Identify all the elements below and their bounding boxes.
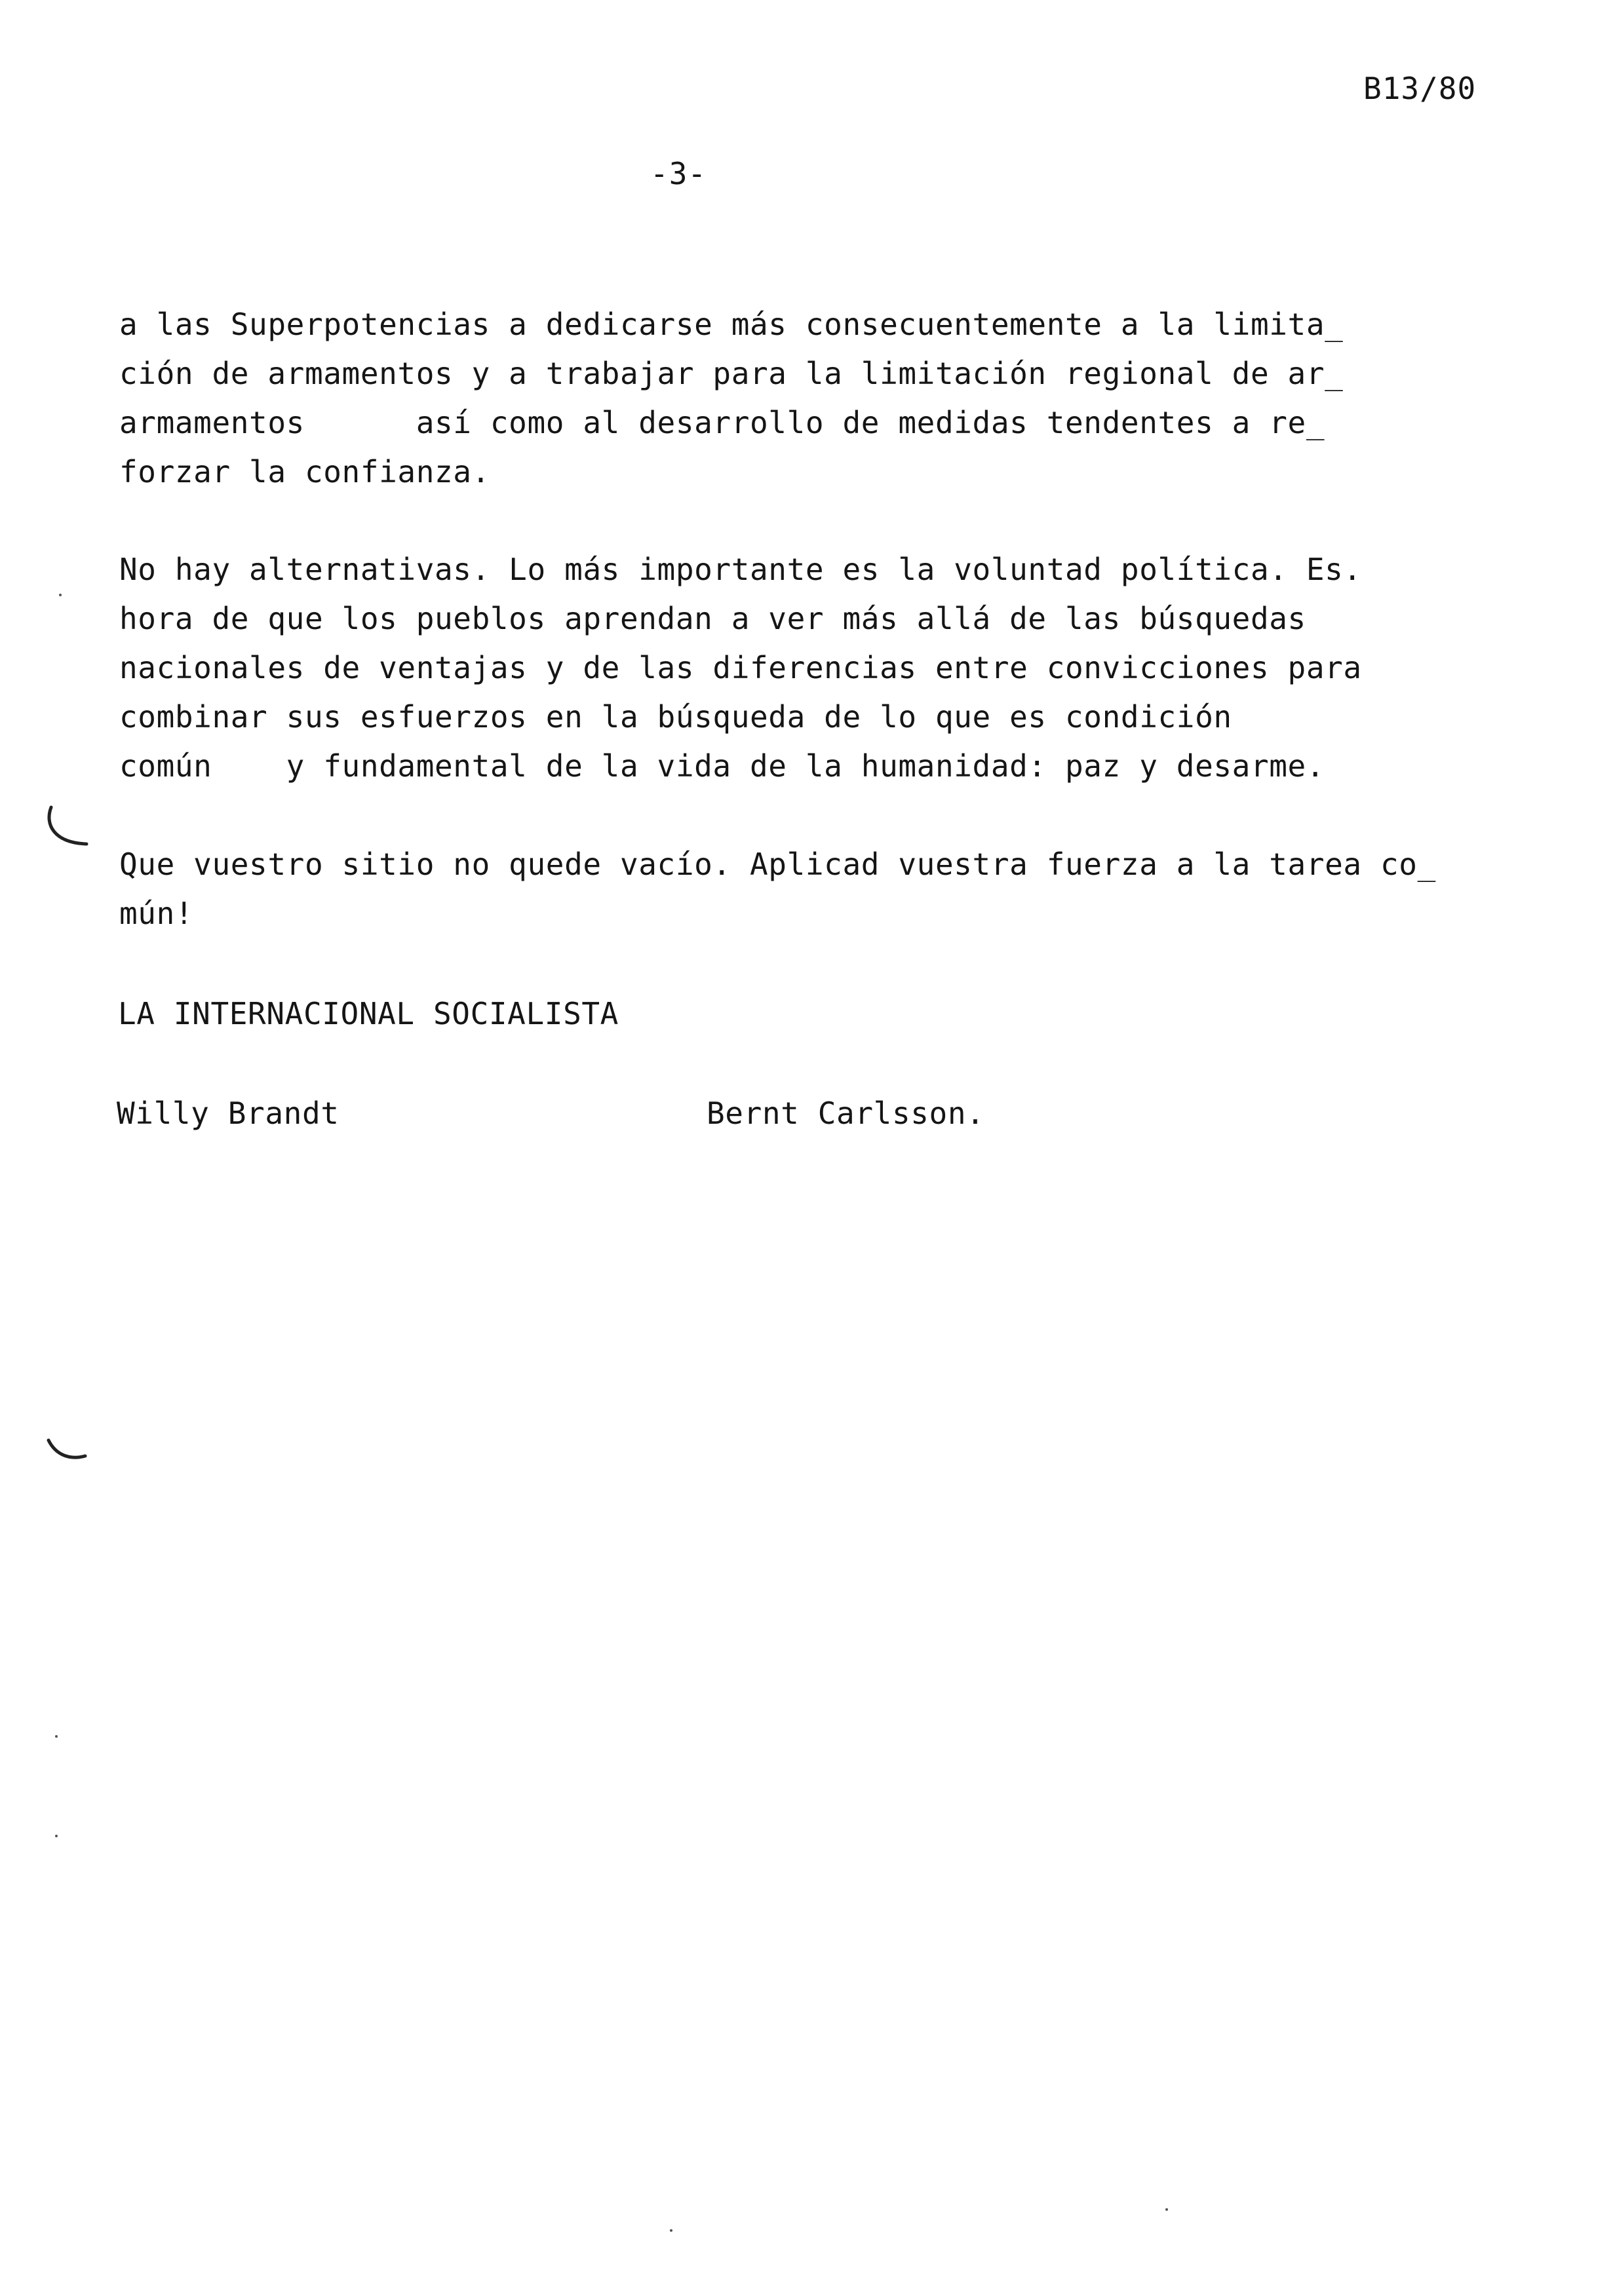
scan-speck <box>55 1835 58 1837</box>
page-number: -3- <box>650 156 707 191</box>
punch-hole-mark <box>42 1436 94 1469</box>
paragraph-line: Que vuestro sitio no quede vacío. Aplicad vuestra fuerza a la tarea co_ <box>119 847 1436 882</box>
scan-speck <box>55 1735 58 1738</box>
paragraph-line: común y fundamental de la vida de la humanidad: paz y desarme. <box>119 748 1325 784</box>
document-reference: B13/80 <box>1363 71 1477 106</box>
scan-speck <box>59 594 62 596</box>
paragraph-line: armamentos así como al desarrollo de medidas tendentes a re_ <box>119 405 1325 440</box>
organization-name: LA INTERNACIONAL SOCIALISTA <box>118 996 619 1031</box>
paragraph-line: forzar la confianza. <box>119 454 490 489</box>
paragraph-1 <box>119 300 1463 497</box>
paragraph-line: No hay alternativas. Lo más importante es la voluntad política. Es. <box>119 552 1362 587</box>
paragraph-line: a las Superpotencias a dedicarse más consecuentemente a la limita_ <box>119 307 1344 342</box>
paragraph-line: ción de armamentos y a trabajar para la limitación regional de ar_ <box>119 356 1344 391</box>
paragraph-line: combinar sus esfuerzos en la búsqueda de lo que es condición <box>119 699 1232 735</box>
paragraph-2 <box>119 545 1463 791</box>
scan-speck <box>1165 2208 1168 2211</box>
paragraph-3 <box>119 840 1463 938</box>
scan-speck <box>670 2229 672 2232</box>
paragraph-line: nacionales de ventajas y de las diferencias entre convicciones para <box>119 650 1362 685</box>
signatory-name: Willy Brandt <box>117 1096 340 1131</box>
paragraph-line: hora de que los pueblos aprendan a ver más allá de las búsquedas <box>119 601 1306 636</box>
punch-hole-mark <box>42 805 94 851</box>
paragraph-line: mún! <box>119 896 194 931</box>
signatory-name: Bernt Carlsson. <box>707 1096 985 1131</box>
